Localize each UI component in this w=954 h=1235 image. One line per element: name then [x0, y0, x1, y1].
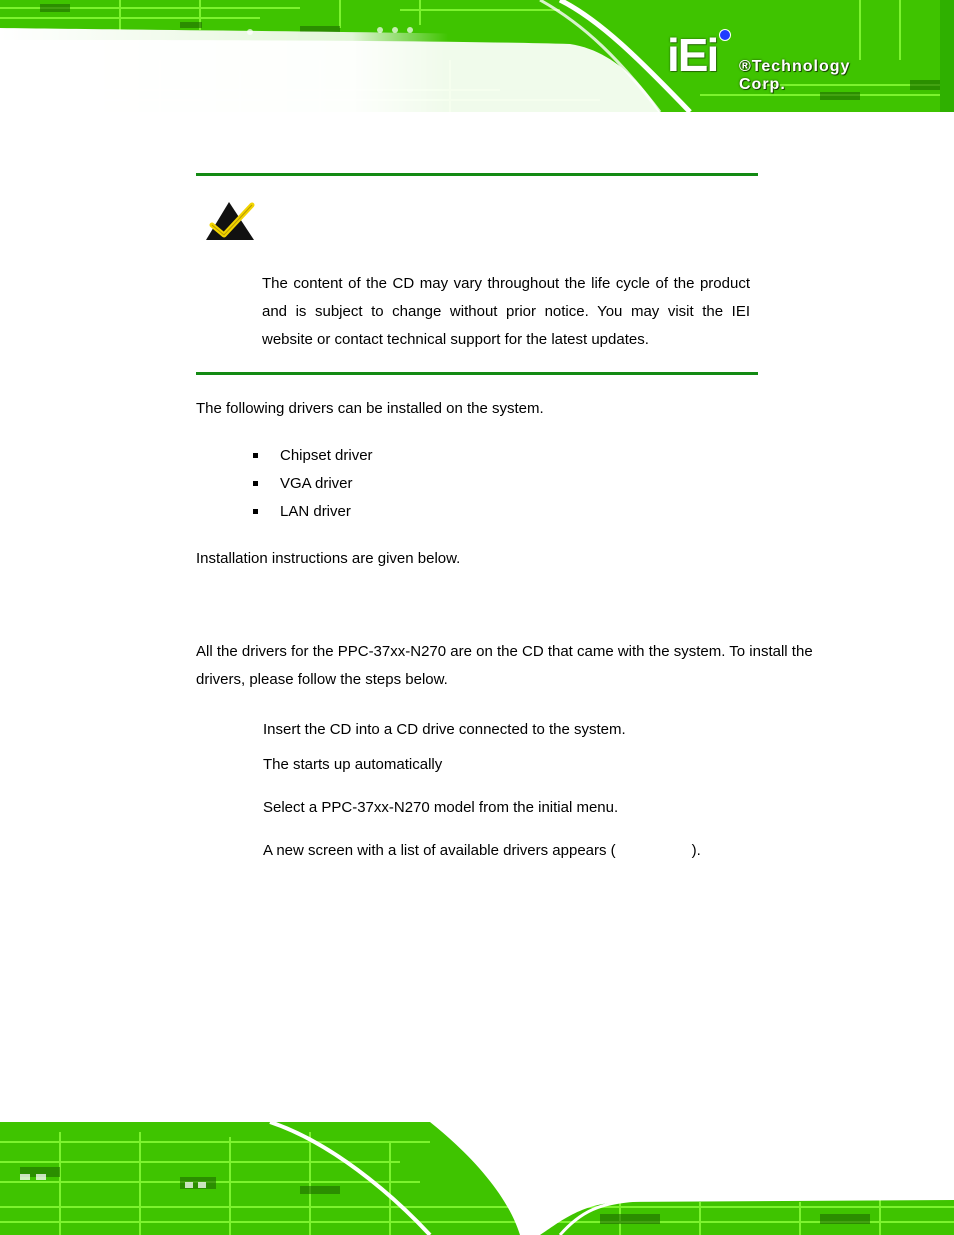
list-item — [252, 470, 373, 498]
step-3: Select a PPC-37xx-N270 model from the initial menu. — [263, 799, 619, 816]
footer-banner — [0, 1122, 954, 1235]
check-mark-note-icon — [204, 199, 258, 243]
drivers-cd-paragraph: All the drivers for the PPC-37xx-N270 are on the CD that came with the system. To install the drivers, please follow the steps below. — [196, 643, 813, 688]
footer-circuit-graphic — [0, 1122, 954, 1235]
step-1: Insert the CD into a CD drive connected to the system. — [263, 721, 626, 738]
header-banner — [0, 0, 954, 112]
installation-note-paragraph: Installation instructions are given below. — [196, 550, 461, 567]
driver-name: LAN driver — [280, 503, 351, 520]
square-bullet-icon — [253, 453, 258, 458]
logo-dot-icon — [719, 29, 731, 41]
step-4-text-start: A new screen with a list of available drivers appears ( — [263, 842, 616, 859]
note-text: The content of the CD may vary throughout the life cycle of the product and is subject to change without prior notice. You may visit the IEI website or contact technical support for the latest updates. — [262, 275, 750, 348]
square-bullet-icon — [253, 481, 258, 486]
drivers-intro-paragraph: The following drivers can be installed on the system. — [196, 400, 544, 417]
logo-tagline: ®Technology Corp. — [739, 58, 851, 93]
step-4-text-end: ). — [691, 842, 701, 859]
driver-name: VGA driver — [280, 475, 353, 492]
company-logo — [667, 28, 897, 93]
note-bottom-rule — [196, 372, 758, 375]
list-item — [252, 442, 373, 470]
note-top-rule — [196, 173, 758, 176]
driver-name: Chipset driver — [280, 447, 373, 464]
square-bullet-icon — [253, 509, 258, 514]
step-2: The starts up automatically — [263, 756, 443, 773]
logo-iei-text: iEi — [667, 29, 718, 81]
step-4 — [263, 837, 701, 865]
driver-list — [252, 442, 373, 526]
list-item — [252, 498, 373, 526]
